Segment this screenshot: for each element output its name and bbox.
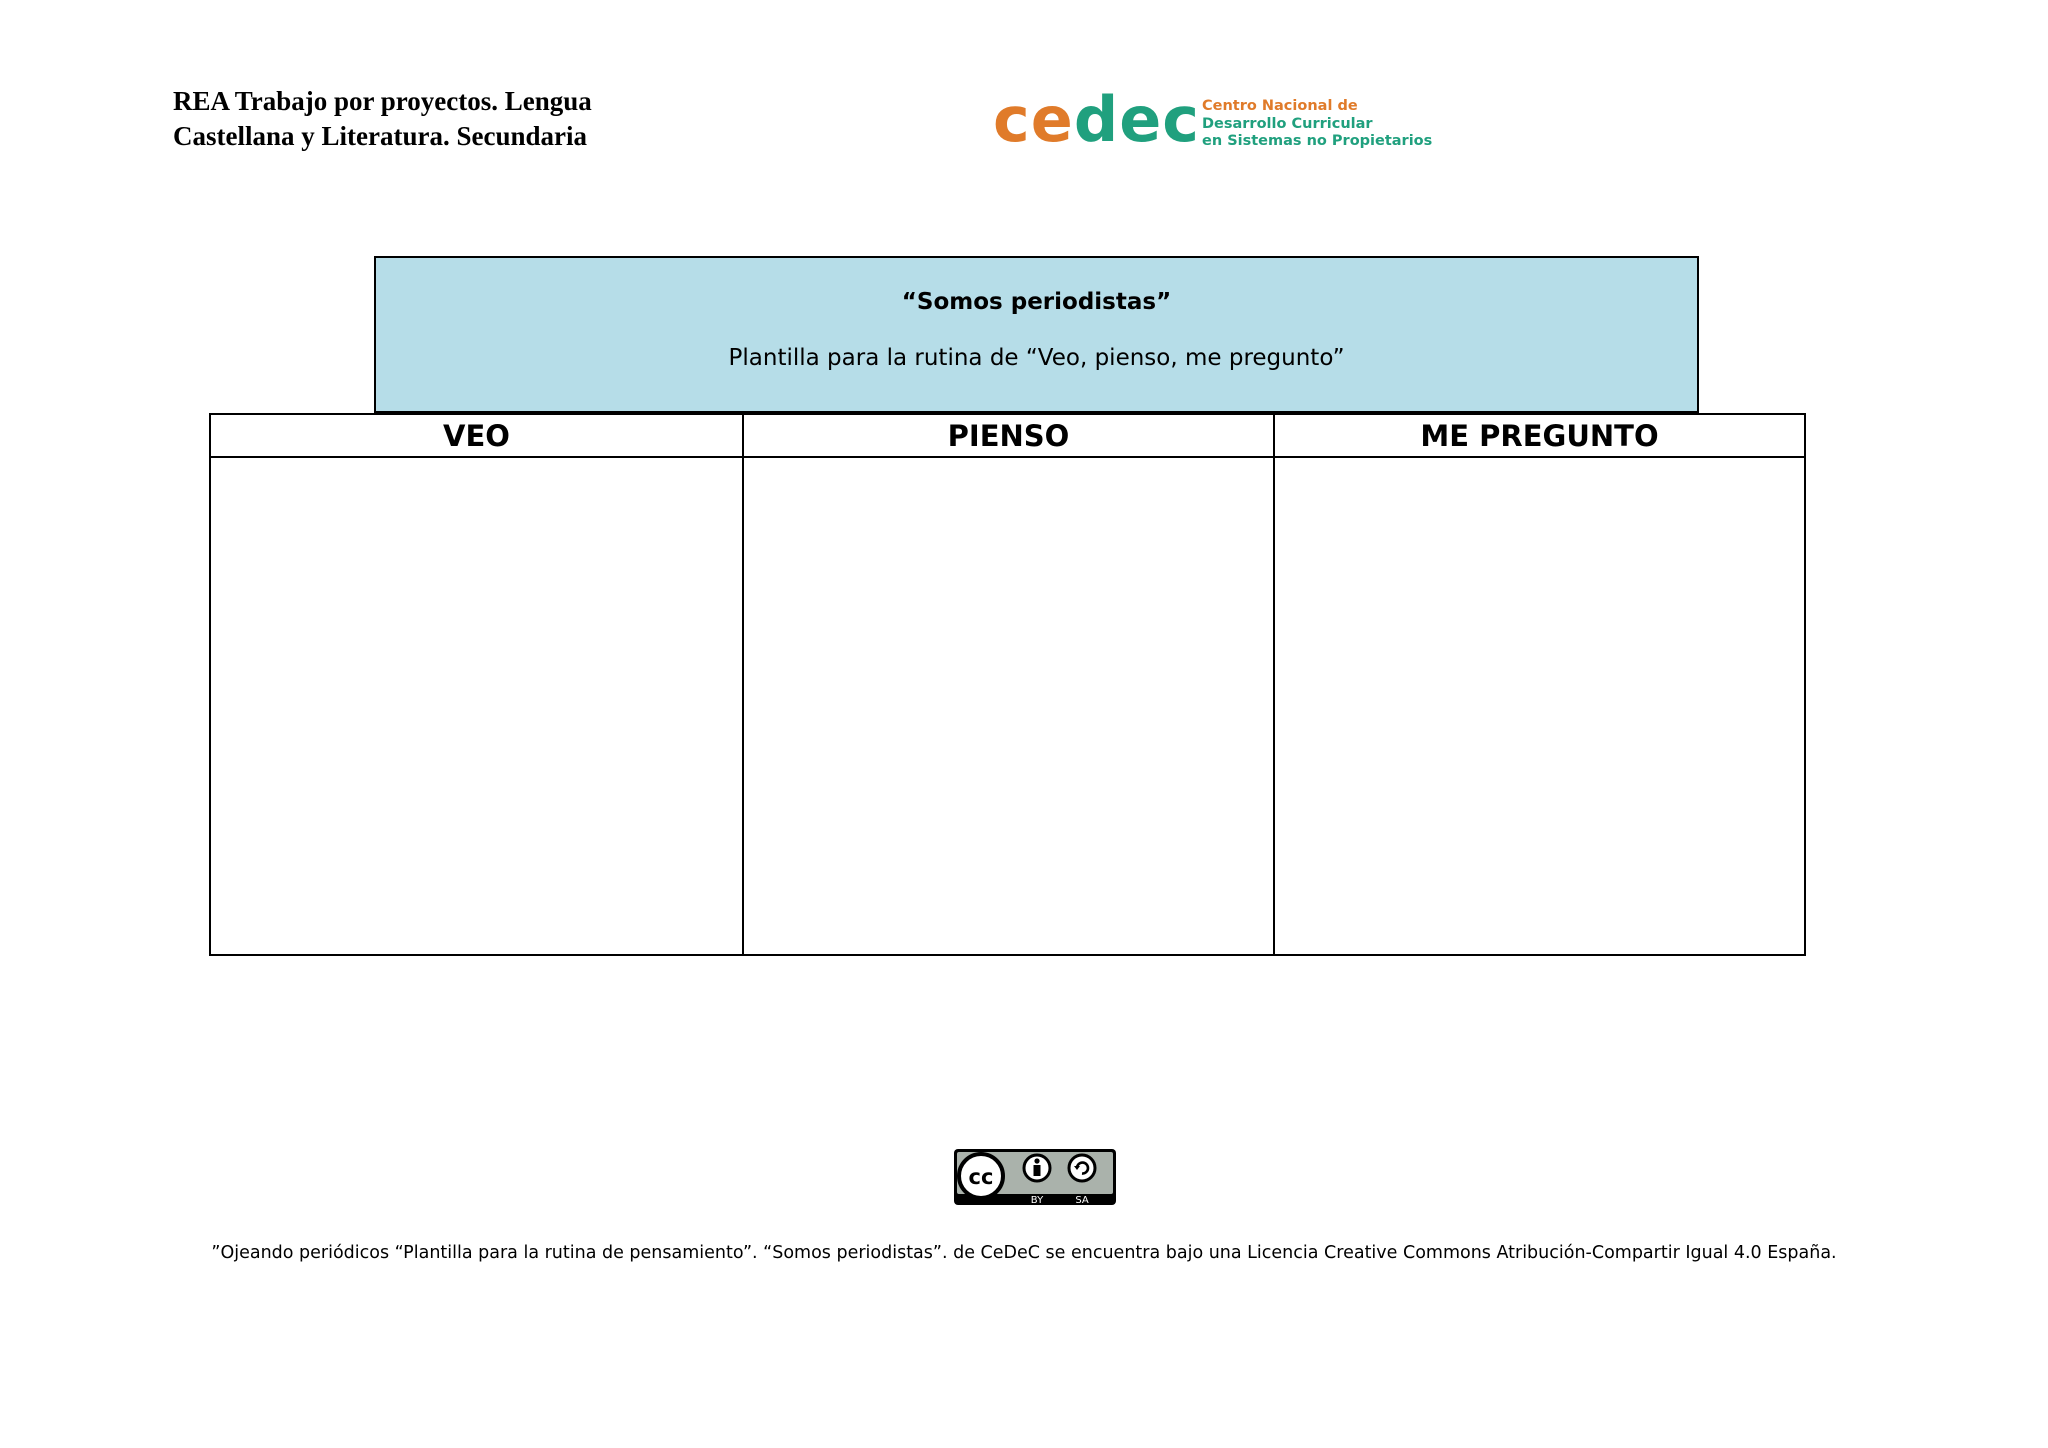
routine-table [209, 413, 1806, 956]
sa-icon [1069, 1155, 1095, 1181]
column-header-veo: VEO [211, 415, 742, 458]
logo-word-part-1: ce [993, 83, 1074, 156]
document-header-title [173, 84, 733, 154]
banner-subtitle: Plantilla para la rutina de “Veo, pienso, me pregunto” [728, 345, 1345, 371]
banner-title: “Somos periodistas” [901, 289, 1172, 315]
column-cell-veo[interactable] [211, 458, 742, 954]
column-header-me-pregunto: ME PREGUNTO [1273, 415, 1804, 458]
cc-by-sa-license-badge [953, 1148, 1117, 1206]
header-title-line-2: Castellana y Literatura. Secundaria [173, 121, 587, 151]
logo-caption-line-2: Desarrollo Curricular [1202, 115, 1373, 132]
column-cell-me-pregunto[interactable] [1273, 458, 1804, 954]
template-title-banner [374, 256, 1699, 413]
license-attribution-note: ”Ojeando periódicos “Plantilla para la rutina de pensamiento”. “Somos periodistas”. de CeDeC se encuentra bajo una Licencia Creative Commons Atribución-Compartir Igual 4.0 España. [211, 1243, 1837, 1263]
logo-caption-line-3: en Sistemas no Propietarios [1202, 133, 1433, 149]
by-icon-head [1034, 1158, 1039, 1163]
badge-sa-label: SA [1075, 1195, 1089, 1206]
badge-by-label: BY [1030, 1195, 1044, 1206]
header-title-line-1: REA Trabajo por proyectos. Lengua [173, 86, 592, 116]
cedec-logo-caption [1202, 98, 1432, 151]
logo-word-part-2: dec [1073, 83, 1200, 156]
cc-icon: cc [968, 1165, 994, 1189]
by-icon-body [1034, 1165, 1041, 1176]
column-header-pienso: PIENSO [742, 415, 1273, 458]
column-cell-pienso[interactable] [742, 458, 1273, 954]
cedec-logo-wordmark [993, 83, 1200, 156]
cedec-logo [993, 83, 1433, 156]
logo-caption-line-1: Centro Nacional de [1202, 98, 1358, 114]
